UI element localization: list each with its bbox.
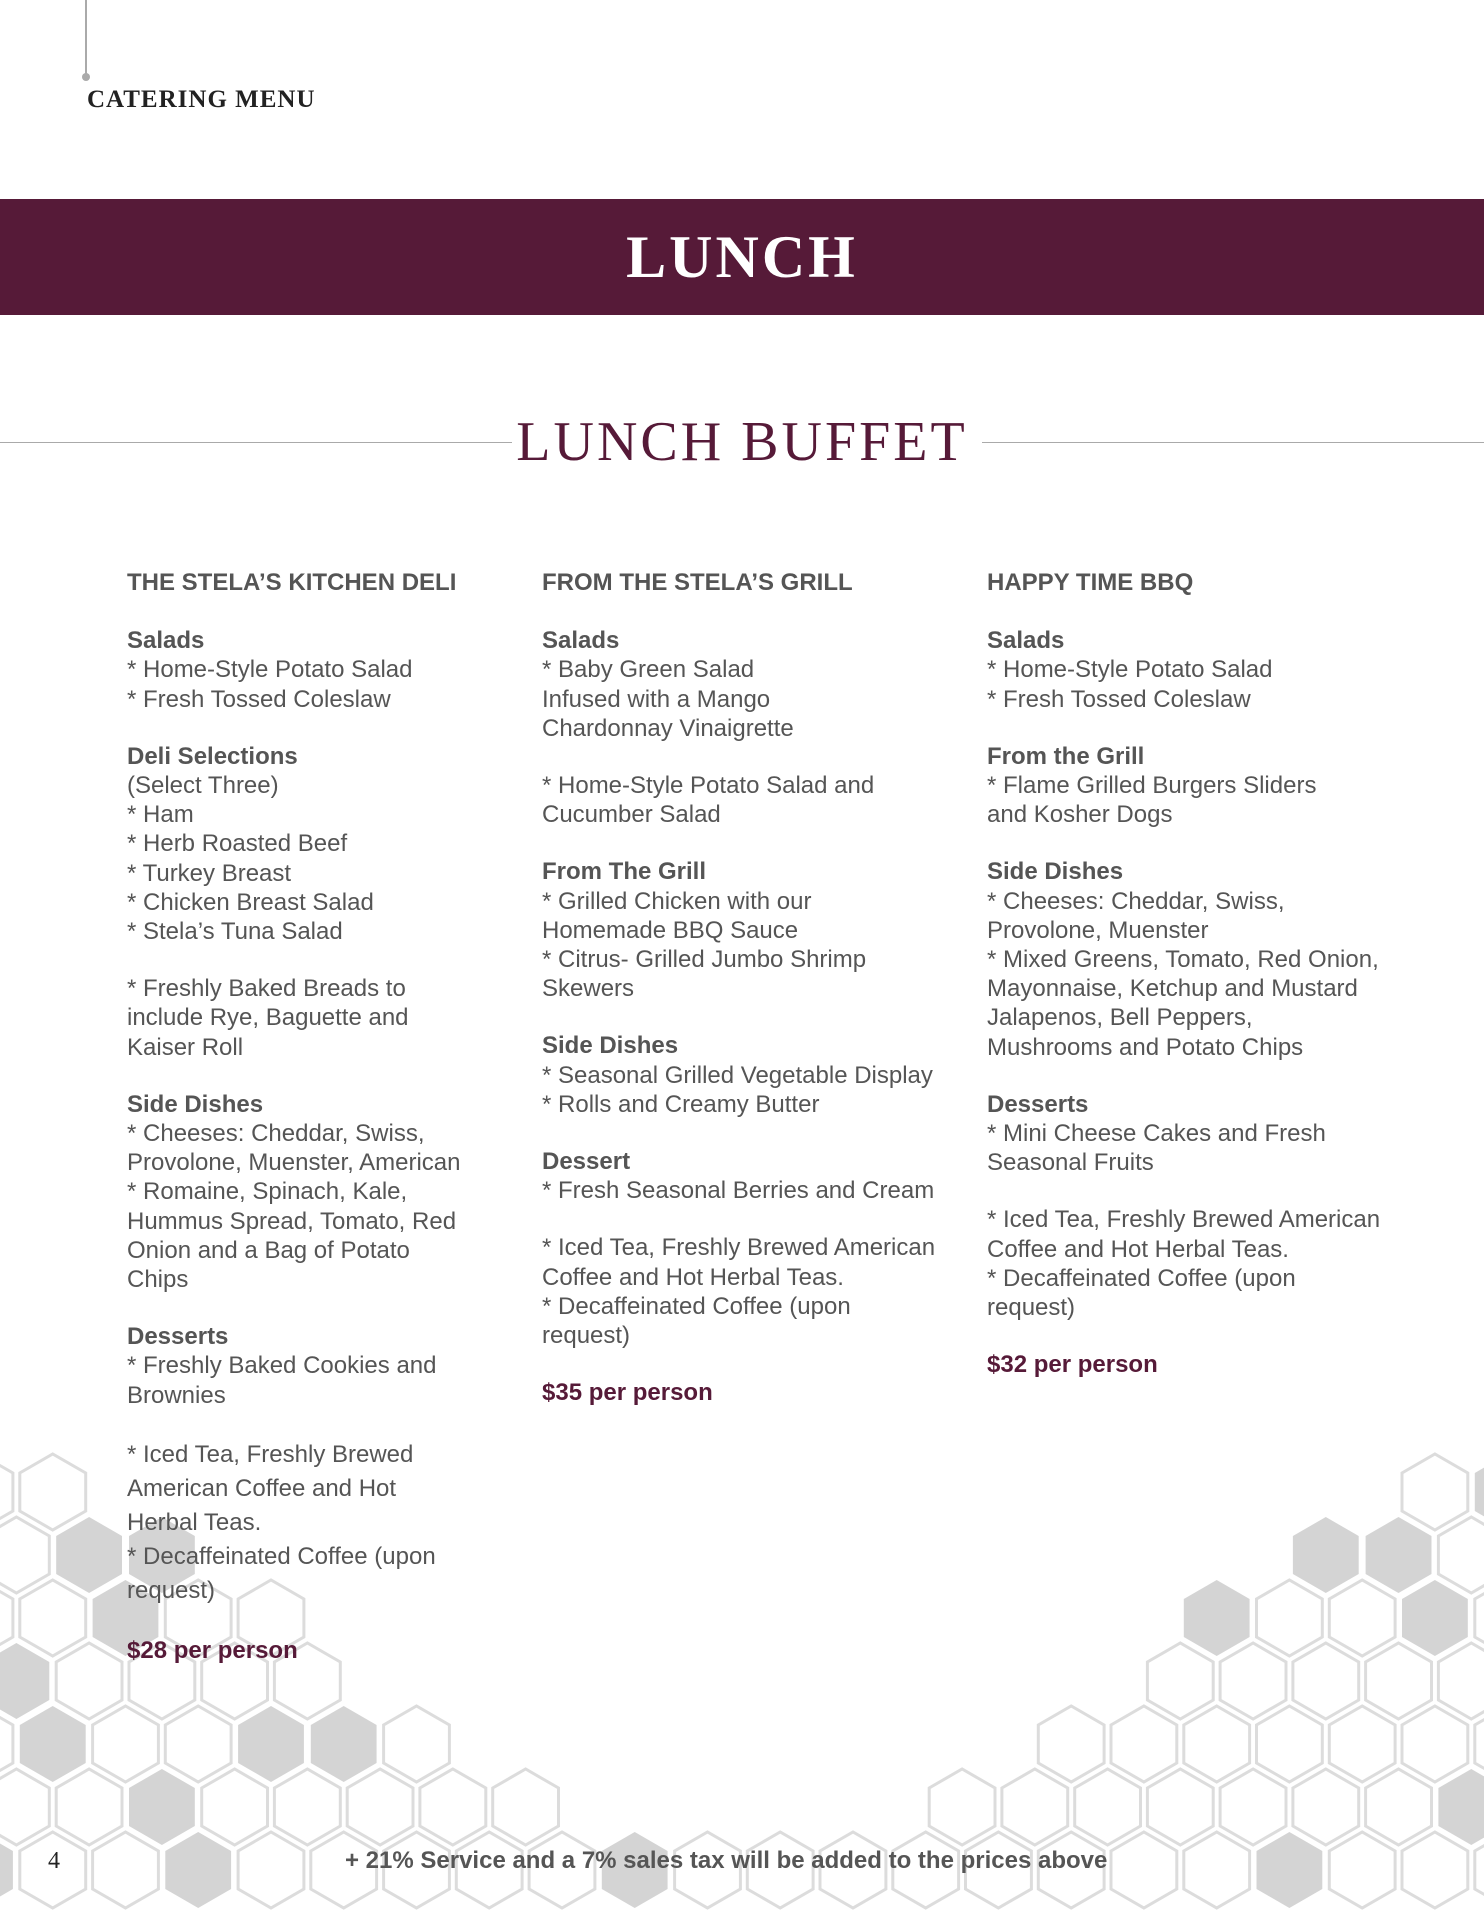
hexagon-shape xyxy=(20,1454,86,1530)
group-heading: Side Dishes xyxy=(127,1090,264,1118)
hexagon-shape xyxy=(56,1769,122,1845)
menu-item: * Iced Tea, Freshly Brewed American xyxy=(987,1206,1381,1234)
hexagon-shape xyxy=(420,1769,486,1845)
menu-item: * Stela’s Tuna Salad xyxy=(127,918,343,946)
hexagon-shape xyxy=(93,1832,159,1908)
hexagon-shape xyxy=(1366,1517,1432,1593)
header-label: CATERING MENU xyxy=(87,86,316,113)
group-heading: Salads xyxy=(127,627,205,655)
menu-group xyxy=(987,1205,1380,1322)
hexagon-shape xyxy=(1438,1517,1484,1593)
hexagon-shape xyxy=(1184,1706,1250,1782)
menu-item: Infused with a Mango xyxy=(542,685,771,713)
hexagon-shape xyxy=(1038,1706,1104,1782)
hexagon-shape xyxy=(1438,1643,1484,1719)
menu-item: * Cheeses: Cheddar, Swiss, xyxy=(987,887,1285,915)
menu-item: * Freshly Baked Cookies and xyxy=(127,1352,437,1380)
menu-item: Chips xyxy=(127,1266,189,1294)
group-heading: Side Dishes xyxy=(542,1032,679,1060)
column-title: THE STELA’S KITCHEN DELI xyxy=(127,569,457,596)
menu-group xyxy=(127,1438,461,1608)
hexagon-shape xyxy=(20,1580,86,1656)
hexagon-shape xyxy=(0,1769,49,1845)
column-title: FROM THE STELA’S GRILL xyxy=(542,569,853,596)
menu-item: * Freshly Baked Breads to xyxy=(127,975,406,1003)
menu-group xyxy=(127,626,461,714)
hexagon-shape xyxy=(202,1769,268,1845)
menu-item: Jalapenos, Bell Peppers, xyxy=(987,1004,1253,1032)
hexagon-shape xyxy=(493,1769,559,1845)
hexagon-shape xyxy=(1257,1706,1323,1782)
hexagon-shape xyxy=(129,1769,195,1845)
menu-item: * Romaine, Spinach, Kale, xyxy=(127,1178,408,1206)
hexagon-shape xyxy=(1366,1769,1432,1845)
menu-item: include Rye, Baguette and xyxy=(127,1004,409,1032)
menu-group xyxy=(127,1090,461,1294)
menu-item: * Home-Style Potato Salad and xyxy=(542,772,875,800)
hexagon-shape xyxy=(311,1706,377,1782)
hexagon-shape xyxy=(238,1706,304,1782)
menu-item: * Fresh Tossed Coleslaw xyxy=(987,685,1251,713)
menu-item: * Mixed Greens, Tomato, Red Onion, xyxy=(987,946,1379,974)
hexagon-shape xyxy=(1329,1832,1395,1908)
hexagon-shape xyxy=(0,1643,49,1719)
hexagon-shape xyxy=(238,1832,304,1908)
top-rule xyxy=(85,0,87,76)
hexagon-shape xyxy=(165,1832,231,1908)
menu-column-grill xyxy=(542,568,935,1407)
menu-group xyxy=(542,857,935,1003)
column-title: HAPPY TIME BBQ xyxy=(987,569,1194,596)
menu-item: * Rolls and Creamy Butter xyxy=(542,1090,820,1118)
menu-group xyxy=(542,1147,935,1205)
menu-group xyxy=(542,1031,935,1119)
section-title: LUNCH BUFFET xyxy=(516,411,968,473)
group-heading: From the Grill xyxy=(987,742,1145,770)
menu-item: request) xyxy=(127,1576,216,1604)
menu-item: * Iced Tea, Freshly Brewed American xyxy=(542,1234,936,1262)
hexagon-shape xyxy=(384,1706,450,1782)
hexagon-shape xyxy=(1184,1580,1250,1656)
hexagon-shape xyxy=(1402,1832,1468,1908)
group-heading: Salads xyxy=(542,627,620,655)
menu-item: Provolone, Muenster xyxy=(987,916,1209,944)
hexagon-shape xyxy=(1002,1769,1068,1845)
menu-item: American Coffee and Hot xyxy=(127,1474,397,1502)
hexagon-shape xyxy=(1147,1769,1213,1845)
menu-item: * Mini Cheese Cakes and Fresh xyxy=(987,1120,1326,1148)
menu-item: * Flame Grilled Burgers Sliders xyxy=(987,772,1317,800)
group-heading: Deli Selections xyxy=(127,742,298,770)
menu-column-bbq xyxy=(987,568,1380,1379)
hexagon-shape xyxy=(1293,1517,1359,1593)
hexagon-shape xyxy=(1111,1832,1177,1908)
hexagon-shape xyxy=(1147,1643,1213,1719)
group-heading: Salads xyxy=(987,627,1065,655)
menu-item: Skewers xyxy=(542,975,635,1003)
lunch-banner xyxy=(0,199,1484,315)
top-rule-dot xyxy=(82,73,90,81)
hexagon-shape xyxy=(0,1517,49,1593)
hexagon-shape xyxy=(1402,1706,1468,1782)
menu-group xyxy=(987,742,1380,830)
menu-group xyxy=(542,771,935,829)
menu-group xyxy=(127,974,461,1062)
hexagon-shape xyxy=(1184,1832,1250,1908)
page-number: 4 xyxy=(48,1848,60,1874)
menu-item: * Iced Tea, Freshly Brewed xyxy=(127,1440,414,1468)
menu-item: request) xyxy=(987,1294,1076,1322)
price-label: $35 per person xyxy=(542,1379,713,1407)
menu-item: * Seasonal Grilled Vegetable Display xyxy=(542,1061,933,1089)
menu-item: * Chicken Breast Salad xyxy=(127,888,374,916)
hexagon-shape xyxy=(1402,1580,1468,1656)
menu-item: Provolone, Muenster, American xyxy=(127,1149,461,1177)
menu-item: * Cheeses: Cheddar, Swiss, xyxy=(127,1120,425,1148)
group-heading: From The Grill xyxy=(542,858,707,886)
hexagon-shape xyxy=(1111,1706,1177,1782)
hexagon-shape xyxy=(1475,1832,1484,1908)
menu-item: * Home-Style Potato Salad xyxy=(987,656,1273,684)
menu-item: Coffee and Hot Herbal Teas. xyxy=(987,1235,1289,1263)
hexagon-shape xyxy=(1075,1769,1141,1845)
menu-item: * Decaffeinated Coffee (upon xyxy=(542,1292,851,1320)
menu-group xyxy=(542,1233,935,1350)
hexagon-shape xyxy=(1293,1643,1359,1719)
hexagon-shape xyxy=(1438,1769,1484,1845)
menu-item: * Baby Green Salad xyxy=(542,656,755,684)
hexagon-shape xyxy=(1257,1580,1323,1656)
hexagon-shape xyxy=(93,1706,159,1782)
menu-item: Cucumber Salad xyxy=(542,801,721,829)
menu-item: Seasonal Fruits xyxy=(987,1149,1154,1177)
menu-group xyxy=(127,742,461,946)
menu-item: * Ham xyxy=(127,801,194,829)
menu-item: * Decaffeinated Coffee (upon xyxy=(127,1542,436,1570)
menu-item: * Fresh Seasonal Berries and Cream xyxy=(542,1177,935,1205)
menu-item: Hummus Spread, Tomato, Red xyxy=(127,1207,457,1235)
hexagon-shape xyxy=(56,1517,122,1593)
menu-group xyxy=(542,626,935,743)
menu-item: (Select Three) xyxy=(127,772,279,800)
menu-item: Herbal Teas. xyxy=(127,1508,262,1536)
menu-item: Kaiser Roll xyxy=(127,1033,244,1061)
price-label: $28 per person xyxy=(127,1636,298,1664)
menu-item: Mushrooms and Potato Chips xyxy=(987,1033,1304,1061)
menu-item: * Home-Style Potato Salad xyxy=(127,656,413,684)
footer-note: + 21% Service and a 7% sales tax will be added to the prices above xyxy=(345,1847,1108,1874)
hexagon-shape xyxy=(20,1706,86,1782)
menu-group xyxy=(987,1090,1380,1178)
menu-item: * Decaffeinated Coffee (upon xyxy=(987,1264,1296,1292)
group-heading: Dessert xyxy=(542,1148,631,1176)
hexagon-shape xyxy=(165,1706,231,1782)
hexagon-shape xyxy=(929,1769,995,1845)
menu-group xyxy=(127,1322,461,1410)
hexagon-shape xyxy=(1329,1580,1395,1656)
menu-item: Chardonnay Vinaigrette xyxy=(542,714,794,742)
hexagon-shape xyxy=(56,1643,122,1719)
hexagon-shape xyxy=(274,1769,340,1845)
menu-item: and Kosher Dogs xyxy=(987,801,1173,829)
menu-item: * Citrus- Grilled Jumbo Shrimp xyxy=(542,946,867,974)
menu-column-deli xyxy=(127,568,461,1665)
menu-group xyxy=(987,857,1380,1061)
menu-item: request) xyxy=(542,1322,631,1350)
group-heading: Desserts xyxy=(987,1090,1089,1118)
menu-item: * Fresh Tossed Coleslaw xyxy=(127,685,391,713)
menu-item: * Turkey Breast xyxy=(127,859,292,887)
hexagon-shape xyxy=(347,1769,413,1845)
hexagon-shape xyxy=(1220,1643,1286,1719)
group-heading: Desserts xyxy=(127,1323,229,1351)
menu-item: Brownies xyxy=(127,1381,226,1409)
menu-item: Mayonnaise, Ketchup and Mustard xyxy=(987,975,1358,1003)
menu-item: Onion and a Bag of Potato xyxy=(127,1236,410,1264)
banner-title: LUNCH xyxy=(626,223,858,290)
menu-item: Homemade BBQ Sauce xyxy=(542,916,799,944)
hexagon-shape xyxy=(1293,1769,1359,1845)
menu-item: * Herb Roasted Beef xyxy=(127,830,348,858)
menu-item: * Grilled Chicken with our xyxy=(542,887,812,915)
hexagon-shape xyxy=(1366,1643,1432,1719)
hexagon-shape xyxy=(1329,1706,1395,1782)
group-heading: Side Dishes xyxy=(987,858,1124,886)
menu-item: Coffee and Hot Herbal Teas. xyxy=(542,1263,844,1291)
hexagon-shape xyxy=(1402,1454,1468,1530)
hexagon-shape xyxy=(1257,1832,1323,1908)
menu-group xyxy=(987,626,1380,714)
price-label: $32 per person xyxy=(987,1351,1158,1379)
hexagon-shape xyxy=(1220,1769,1286,1845)
